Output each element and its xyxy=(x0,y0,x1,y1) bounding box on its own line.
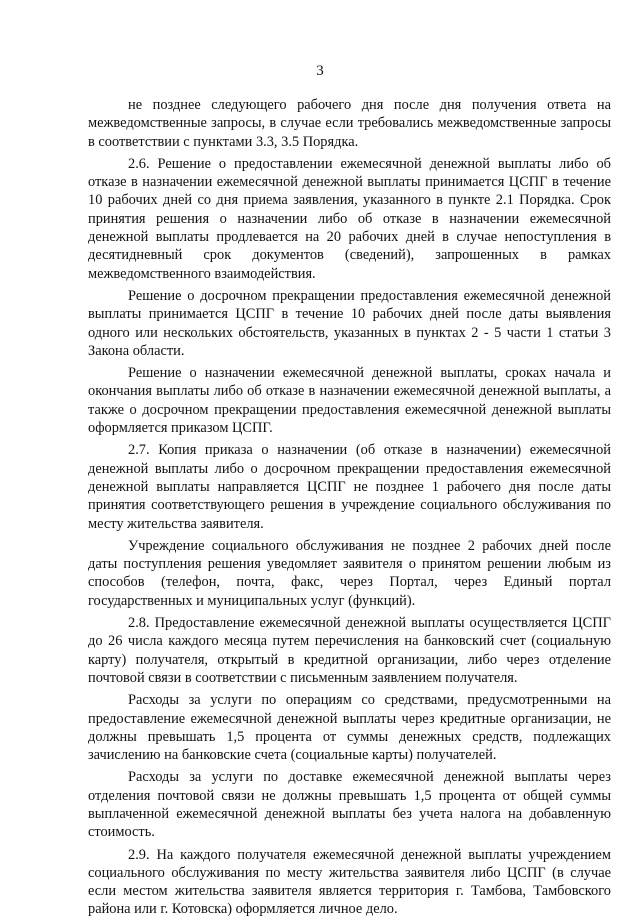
paragraph-continuation: не позднее следующего рабочего дня после дня получения ответа на межведомственные запросы, в случае если требовались межведомственные запросы в соответствии с пунктами 3.3, 3.5 Порядка. xyxy=(88,97,611,150)
page-number: 3 xyxy=(316,63,324,79)
paragraph-postal-expenses: Расходы за услуги по доставке ежемесячной денежной выплаты через отделения почтовой связи не должны превышать 1,5 процента от общей суммы выплаченной ежемесячной денежной выплаты без учета налога на добавленную стоимость. xyxy=(88,769,611,841)
paragraph-bank-expenses: Расходы за услуги по операциям со средствами, предусмотренными на предоставление ежемесячной денежной выплаты через кредитные организации, не должны превышать 1,5 процента от суммы денежных средств, подлежащих зачислению на банковские счета (социальные карты) получателей. xyxy=(88,692,611,764)
paragraph-2-8: 2.8. Предоставление ежемесячной денежной выплаты осуществляется ЦСПГ до 26 числа каждого месяца путем перечисления на банковский счет (социальную карту) получателя, открытый в кредитной организации, либо через отделение почтовой связи в соответствии с письменным заявлением получателя. xyxy=(88,615,611,686)
document-body xyxy=(88,96,611,923)
paragraph-notification: Учреждение социального обслуживания не позднее 2 рабочих дней после даты поступления решения уведомляет заявителя о принятом решении любым из способов (телефон, почта, факс, через Портал, через Единый портал государственных и муниципальных услуг (функций). xyxy=(88,537,611,609)
paragraph-early-termination: Решение о досрочном прекращении предоставления ежемесячной денежной выплаты принимается ЦСПГ в течение 10 рабочих дней после даты выявления одного или нескольких обстоятельств, указанных в пунктах 2 - 5 части 1 статьи 3 Закона области. xyxy=(88,287,611,359)
paragraph-2-9: 2.9. На каждого получателя ежемесячной денежной выплаты учреждением социального обслуживания по месту жительства заявителя либо ЦСПГ (в случае если местом жительства заявителя является территория г. Тамбова, Тамбовского района или г. Котовска) оформляется личное дело. xyxy=(88,846,611,918)
paragraph-2-6: 2.6. Решение о предоставлении ежемесячной денежной выплаты либо об отказе в назначении ежемесячной денежной выплаты принимается ЦСПГ в течение 10 рабочих дней со дня приема заявления, указанного в пункте 2.1 Порядка. Срок принятия решения о назначении либо об отказе в назначении ежемесячной денежной выплаты продлевается на 20 рабочих дней в случае непоступления в десятидневный срок документов (сведений), запрошенных в рамках межведомственного взаимодействия. xyxy=(88,155,611,282)
paragraph-2-7: 2.7. Копия приказа о назначении (об отказе в назначении) ежемесячной денежной выплаты либо о досрочном прекращении предоставления ежемесячной денежной выплаты направляется ЦСПГ не позднее 1 рабочего дня после даты принятия соответствующего решения в учреждение социального обслуживания по месту жительства заявителя. xyxy=(88,442,611,532)
paragraph-order-decision: Решение о назначении ежемесячной денежной выплаты, сроках начала и окончания выплаты либо об отказе в назначении ежемесячной денежной выплаты, а также о досрочном прекращении предоставления ежемесячной денежной выплаты оформляется приказом ЦСПГ. xyxy=(88,365,611,437)
